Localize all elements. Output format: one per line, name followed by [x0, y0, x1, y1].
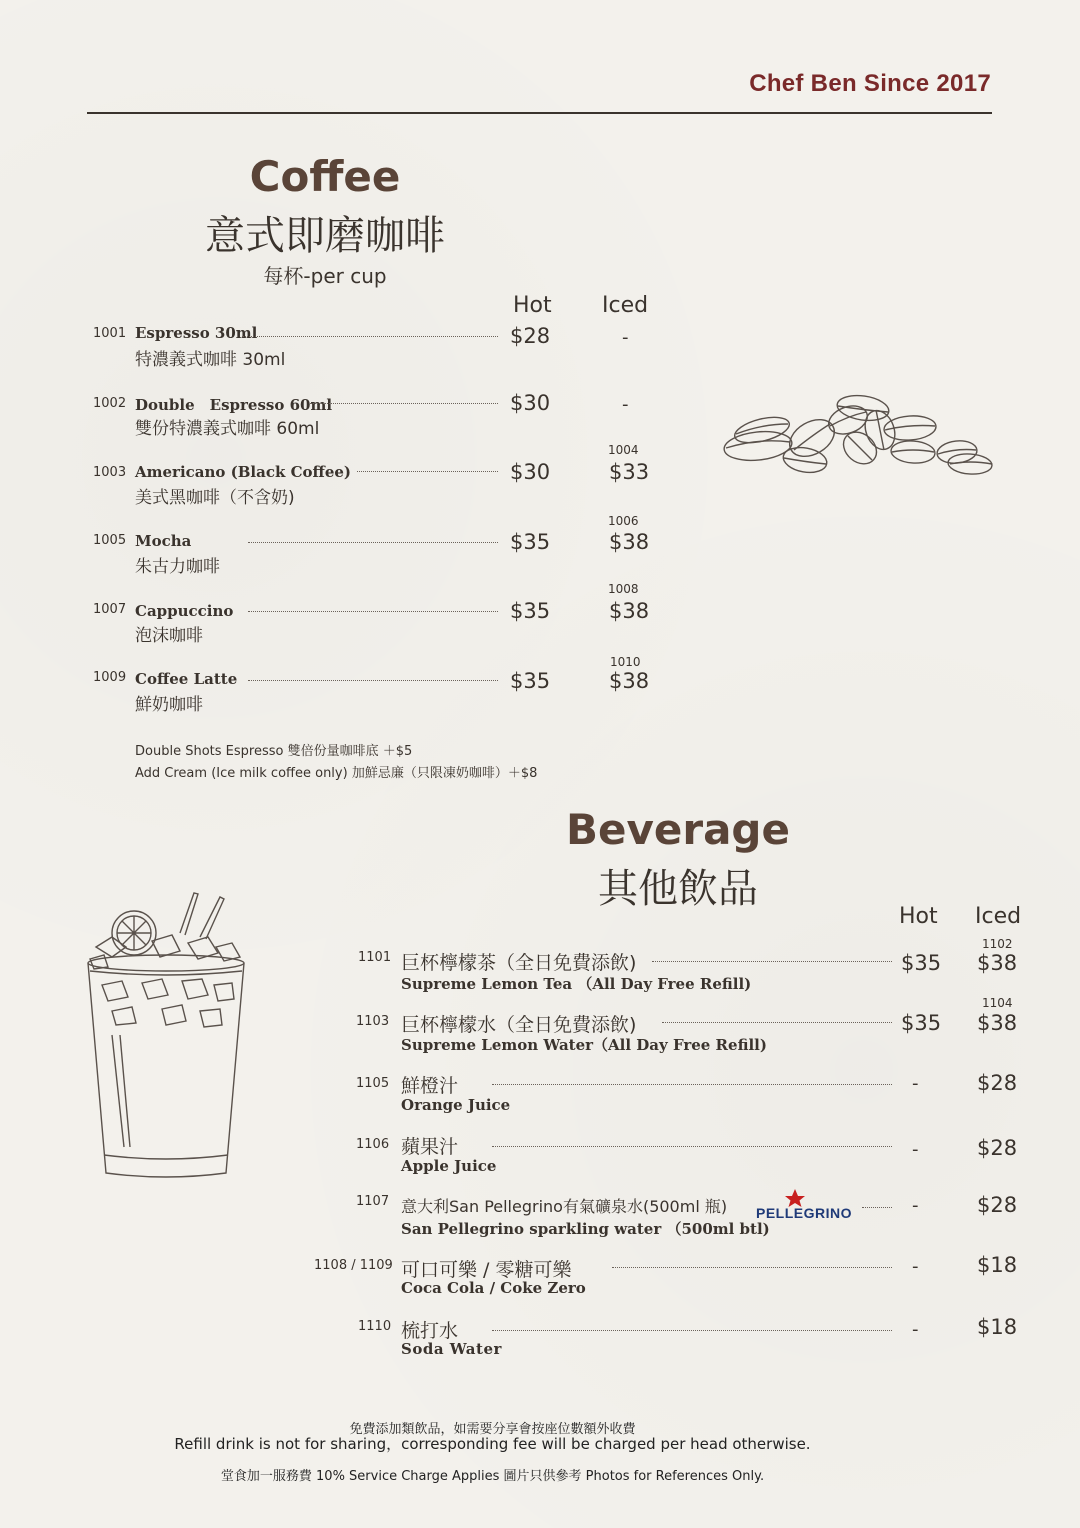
item-code: 1108 / 1109	[314, 1258, 393, 1273]
leader-dots	[242, 336, 498, 337]
item-name-zh: 意大利San Pellegrino有氣礦泉水(500ml 瓶)	[401, 1197, 728, 1216]
iced-price: $38	[977, 1011, 1018, 1035]
iced-price: $38	[609, 669, 650, 693]
leader-dots	[652, 961, 892, 962]
item-name-zh: 美式黑咖啡（不含奶)	[135, 488, 295, 508]
leader-dots	[357, 471, 498, 472]
item-code: 1009	[93, 670, 127, 685]
item-name-en: San Pellegrino sparkling water （500ml btl)	[401, 1220, 770, 1238]
beverage-hot-header: Hot	[899, 904, 938, 929]
leader-dots	[492, 1084, 892, 1085]
item-name-zh: 梳打水	[401, 1320, 459, 1342]
item-name-zh: 巨杯檸檬水（全日免費添飲)	[401, 1014, 637, 1036]
addon-cream: Add Cream (Ice milk coffee only) 加鮮忌廉（只限凍奶咖啡）＋$8	[135, 766, 538, 781]
item-code: 1005	[93, 533, 127, 548]
item-name-zh: 特濃義式咖啡 30ml	[135, 350, 286, 370]
item-code: 1101	[358, 950, 392, 965]
leader-dots	[492, 1330, 892, 1331]
item-code: 1103	[356, 1014, 390, 1029]
iced-price: $18	[977, 1253, 1018, 1277]
hot-price: -	[912, 1319, 919, 1340]
iced-price: $33	[609, 460, 650, 484]
item-name-zh: 鮮橙汁	[401, 1075, 459, 1097]
item-name-en: Apple Juice	[401, 1157, 497, 1175]
hot-price: $28	[510, 324, 551, 348]
beverage-title-zh: 其他飲品	[598, 866, 758, 912]
item-name-zh: 巨杯檸檬茶（全日免費添飲)	[401, 952, 637, 974]
hot-price: -	[912, 1139, 919, 1160]
iced-code: 1010	[610, 655, 641, 669]
item-name-zh: 泡沫咖啡	[135, 626, 203, 646]
item-code: 1106	[356, 1137, 390, 1152]
item-name-en: Supreme Lemon Tea （All Day Free Refill)	[401, 975, 752, 993]
coffee-title-zh: 意式即磨咖啡	[205, 213, 445, 259]
item-code: 1001	[93, 326, 127, 341]
hot-price: -	[912, 1073, 919, 1094]
item-name-en: Supreme Lemon Water（All Day Free Refill)	[401, 1036, 767, 1054]
header-divider	[87, 112, 992, 114]
iced-price: -	[622, 327, 629, 348]
hot-price: $30	[510, 460, 551, 484]
iced-drink-illustration	[82, 885, 252, 1185]
item-code: 1002	[93, 396, 127, 411]
hot-price: $35	[510, 599, 551, 623]
hot-price: $35	[510, 530, 551, 554]
item-name-en: Orange Juice	[401, 1096, 511, 1114]
item-name-zh: 蘋果汁	[401, 1136, 459, 1158]
iced-price: -	[622, 394, 629, 415]
iced-code: 1004	[608, 443, 639, 457]
leader-dots	[492, 1146, 892, 1147]
leader-dots	[862, 1207, 892, 1208]
iced-code: 1006	[608, 514, 639, 528]
item-name-en: Cappuccino	[135, 602, 234, 620]
coffee-per-cup: 每杯-per cup	[263, 264, 387, 288]
hot-price: -	[912, 1256, 919, 1277]
leader-dots	[248, 611, 498, 612]
leader-dots	[248, 542, 498, 543]
leader-dots	[612, 1267, 892, 1268]
item-name-zh: 雙份特濃義式咖啡 60ml	[135, 419, 320, 439]
coffee-hot-header: Hot	[513, 293, 552, 318]
iced-price: $28	[977, 1071, 1018, 1095]
iced-code: 1008	[608, 582, 639, 596]
beverage-iced-header: Iced	[975, 904, 1022, 929]
item-name-en: Americano (Black Coffee)	[135, 463, 352, 481]
item-name-en: Double Espresso 60ml	[135, 396, 333, 414]
leader-dots	[662, 1022, 892, 1023]
brand-name: Chef Ben Since 2017	[749, 70, 991, 97]
hot-price: $35	[510, 669, 551, 693]
addon-double-shot: Double Shots Espresso 雙倍份量咖啡底 ＋$5	[135, 744, 413, 759]
item-code: 1110	[358, 1319, 392, 1334]
footer-refill-en: Refill drink is not for sharing，corresponding fee will be charged per head otherwise.	[174, 1435, 811, 1453]
item-name-en: Soda Water	[401, 1340, 502, 1358]
item-name-en: Coffee Latte	[135, 670, 238, 688]
item-code: 1007	[93, 602, 127, 617]
item-name-zh: 鮮奶咖啡	[135, 695, 203, 715]
logo-text: PELLEGRINO	[755, 1205, 852, 1221]
footer-refill-zh: 免費添加類飲品，如需要分享會按座位數額外收費	[349, 1422, 636, 1437]
hot-price: $35	[901, 1011, 942, 1035]
coffee-iced-header: Iced	[602, 293, 649, 318]
item-name-zh: 朱古力咖啡	[135, 557, 220, 577]
hot-price: -	[912, 1195, 919, 1216]
iced-code: 1104	[982, 996, 1013, 1010]
leader-dots	[310, 403, 498, 404]
coffee-title: Coffee	[249, 152, 401, 201]
iced-price: $38	[609, 530, 650, 554]
beverage-title: Beverage	[566, 805, 790, 854]
item-code: 1107	[356, 1194, 390, 1209]
item-name-en: Mocha	[135, 532, 192, 550]
iced-price: $18	[977, 1315, 1018, 1339]
footer-service-charge: 堂食加一服務費 10% Service Charge Applies 圖片只供參考 Photos for References Only.	[220, 1469, 765, 1484]
item-code: 1003	[93, 465, 127, 480]
item-name-en: Espresso 30ml	[135, 324, 258, 342]
item-code: 1105	[356, 1076, 390, 1091]
iced-price: $38	[977, 951, 1018, 975]
hot-price: $30	[510, 391, 551, 415]
coffee-beans-illustration	[720, 390, 1005, 490]
iced-price: $38	[609, 599, 650, 623]
item-name-zh: 可口可樂 / 零糖可樂	[401, 1259, 572, 1281]
iced-price: $28	[977, 1136, 1018, 1160]
item-name-en: Coca Cola / Coke Zero	[401, 1279, 586, 1297]
iced-price: $28	[977, 1193, 1018, 1217]
iced-code: 1102	[982, 937, 1013, 951]
leader-dots	[248, 680, 498, 681]
hot-price: $35	[901, 951, 942, 975]
